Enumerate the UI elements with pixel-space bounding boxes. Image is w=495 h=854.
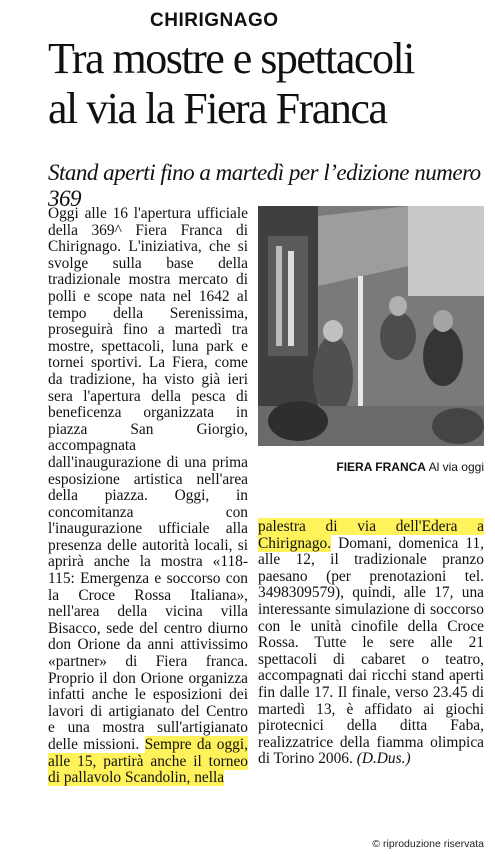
headline-line-1: Tra mostre e spettacoli xyxy=(48,34,414,83)
fair-photo-illustration xyxy=(258,206,484,446)
fair-photo xyxy=(258,206,484,446)
article-column-2 xyxy=(258,519,484,768)
article-byline: (D.Dus.) xyxy=(356,750,411,768)
headline-line-2: al via la Fiera Franca xyxy=(48,84,387,133)
headline xyxy=(48,34,488,134)
subheadline: Stand aperti fino a martedì per l’edizione numero 369 xyxy=(48,160,481,211)
column-1-highlight: Sempre da oggi, alle 15, partirà anche il torneo di pallavolo Scandolin, nella xyxy=(48,736,248,787)
caption-label: FIERA FRANCA xyxy=(336,460,426,474)
article-column-1 xyxy=(48,206,248,787)
column-1-body: Oggi alle 16 l'apertura ufficiale della 369^ Fiera Franca di Chirignago. L'iniziativa, che si svolge sulla base della tradizionale mostra mercato di polli e scope nata nel 1642 al tempo della Serenissima, proseguirà fino a martedì tra mostre, spettacoli, luna park e tornei sportivi. La Fiera, come da tradizione, ha visto già ieri sera l'apertura della pesca di beneficenza organizzata in piazza San Giorgio, accompagnata dall'inaugurazione di una prima esposizione artistica nell'area della piazza. Oggi, in concomitanza con l'inaugurazione ufficiale alla presenza delle autorità locali, si aprirà anche la mostra «118-115: Emergenza e soccorso con la Croce Rossa Italiana», nell'area della vicina villa Bisacco, sede del centro diurno don Orione da anni attivissimo «partner» di Fiera franca. Proprio il don Orione organizza infatti anche le esposizioni dei lavori di artigianato del Centro e una mostra sull'artigianato delle missioni. xyxy=(48,205,248,753)
column-2-highlight: palestra di via dell'Edera a Chirignago. xyxy=(258,518,484,552)
section-kicker: CHIRIGNAGO xyxy=(150,10,279,31)
column-2-body: Domani, domenica 11, alle 12, il tradizionale pranzo paesano (per prenotazioni tel. 3498309579), quindi, alle 17, una interessante simulazione di soccorso con le unità cinofile della Croce Rossa. Tutte le sere alle 21 spettacoli di cabaret o teatro, accompagnati dai ricchi stand aperti fin dalle 17. Il finale, verso 23.45 di martedì 13, è affidato ai giochi pirotecnici della ditta Faba, realizzatrice della fiamma olimpica di Torino 2006. xyxy=(258,534,484,768)
photo-caption xyxy=(258,460,484,474)
caption-text: Al via oggi xyxy=(428,460,484,474)
copyright-credit: © riproduzione riservata xyxy=(372,838,484,850)
